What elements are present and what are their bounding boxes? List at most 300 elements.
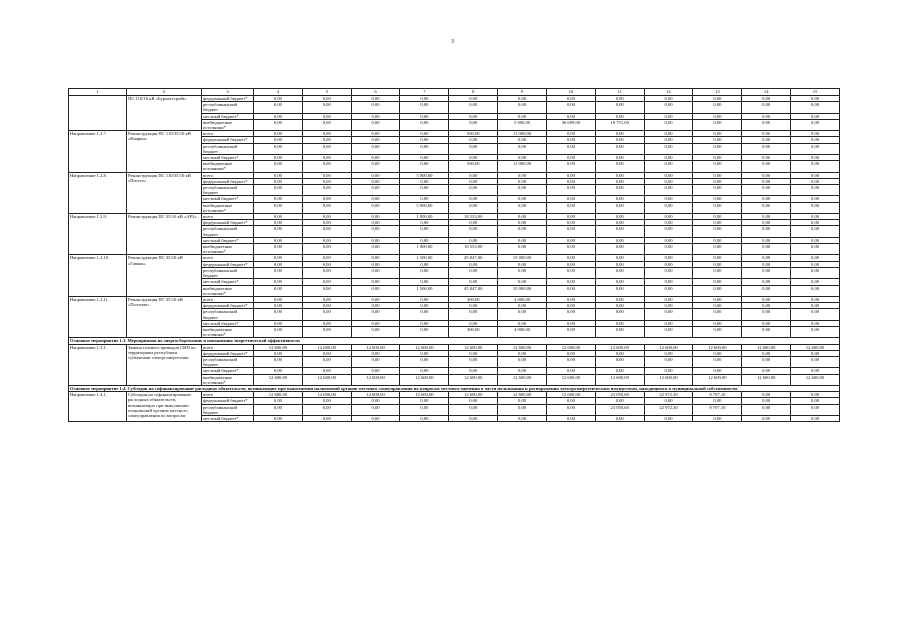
funding-source-cell: внебюджетные источники* — [202, 326, 254, 337]
value-cell: 0,00 — [742, 244, 791, 255]
value-cell: 0,00 — [595, 255, 644, 261]
value-cell: 0,00 — [644, 119, 693, 130]
value-cell: 0,00 — [742, 172, 791, 178]
value-cell: 0,00 — [595, 285, 644, 296]
direction-cell: Направление 1.2.10. — [69, 255, 127, 296]
value-cell: 12 600,00 — [498, 344, 547, 350]
measure-name-cell: ПС 110/10 кВ «Буровестройі» — [127, 96, 202, 131]
value-cell: 0,00 — [595, 368, 644, 374]
value-cell: 0,00 — [644, 131, 693, 137]
value-cell: 0,00 — [693, 415, 742, 421]
value-cell: 0,00 — [351, 185, 400, 196]
value-cell: 0,00 — [595, 261, 644, 267]
value-cell: 0,00 — [351, 296, 400, 302]
header-cell: 11 — [595, 89, 644, 96]
value-cell: 0,00 — [254, 326, 303, 337]
value-cell: 0,00 — [595, 244, 644, 255]
value-cell: 0,00 — [791, 202, 840, 213]
direction-cell: Направление 1.2.8. — [69, 172, 127, 213]
value-cell: 0,00 — [693, 244, 742, 255]
value-cell: 500,00 — [449, 131, 498, 137]
value-cell: 0,00 — [693, 261, 742, 267]
measure-name-cell: Реконструкция ПС 35/10 кВ «АРЗ» — [127, 214, 202, 255]
value-cell: 0,00 — [791, 226, 840, 237]
funding-source-cell: республиканский бюджет — [202, 102, 254, 113]
value-cell: 0,00 — [546, 185, 595, 196]
value-cell: 0,00 — [449, 155, 498, 161]
value-cell: 0,00 — [742, 237, 791, 243]
value-cell: 0,00 — [498, 267, 547, 278]
value-cell: 0,00 — [693, 220, 742, 226]
funding-source-cell: всего — [202, 214, 254, 220]
funding-source-cell: внебюджетные источники* — [202, 244, 254, 255]
value-cell: 0,00 — [595, 226, 644, 237]
value-cell: 12 600,00 — [742, 344, 791, 350]
value-cell: 0,00 — [742, 113, 791, 119]
value-cell: 0,00 — [693, 185, 742, 196]
value-cell: 0,00 — [693, 356, 742, 367]
value-cell: 0,00 — [742, 202, 791, 213]
value-cell: 0,00 — [351, 255, 400, 261]
value-cell: 0,00 — [254, 137, 303, 143]
value-cell: 0,00 — [595, 356, 644, 367]
direction-cell: Направление 1.2.7. — [69, 131, 127, 172]
value-cell: 12 600,00 — [302, 374, 351, 385]
value-cell: 0,00 — [644, 350, 693, 356]
value-cell: 0,00 — [791, 119, 840, 130]
value-cell: 0,00 — [254, 356, 303, 367]
value-cell: 1 000,00 — [400, 214, 449, 220]
value-cell: 0,00 — [400, 178, 449, 184]
value-cell: 0,00 — [254, 296, 303, 302]
value-cell: 0,00 — [449, 202, 498, 213]
funding-source-cell: местный бюджет* — [202, 196, 254, 202]
header-cell: 4 — [254, 89, 303, 96]
value-cell: 0,00 — [693, 255, 742, 261]
value-cell: 0,00 — [595, 237, 644, 243]
value-cell: 0,00 — [546, 172, 595, 178]
measure-name-cell: Субсидии на софинансирование расходных обязательств, возникающих при выполнении полномочий органов местного самоуправления по вопросам — [127, 392, 202, 422]
measure-name-cell: Реконструкция ПС 110/35/10 кВ «Пасега» — [127, 172, 202, 213]
funding-source-cell: федеральный бюджет* — [202, 178, 254, 184]
value-cell: 0,00 — [449, 356, 498, 367]
value-cell: 0,00 — [595, 220, 644, 226]
value-cell: 0,00 — [254, 214, 303, 220]
value-cell: 0,00 — [791, 185, 840, 196]
value-cell: 0,00 — [644, 368, 693, 374]
value-cell: 0,00 — [351, 137, 400, 143]
value-cell: 12 600,00 — [400, 392, 449, 398]
direction-cell: Направление 1.4.1. — [69, 392, 127, 422]
value-cell: 12 600,00 — [791, 344, 840, 350]
header-cell: 12 — [644, 89, 693, 96]
value-cell: 0,00 — [302, 220, 351, 226]
value-cell: 0,00 — [400, 161, 449, 172]
value-cell: 0,00 — [449, 143, 498, 154]
value-cell: 23 050,60 — [595, 392, 644, 398]
value-cell: 0,00 — [742, 226, 791, 237]
value-cell: 0,00 — [254, 119, 303, 130]
value-cell: 0,00 — [791, 267, 840, 278]
value-cell: 0,00 — [644, 255, 693, 261]
value-cell: 0,00 — [498, 303, 547, 309]
value-cell: 0,00 — [449, 237, 498, 243]
value-cell: 0,00 — [351, 220, 400, 226]
value-cell: 0,00 — [693, 172, 742, 178]
value-cell: 12 600,00 — [302, 392, 351, 398]
value-cell: 0,00 — [693, 226, 742, 237]
value-cell: 0,00 — [742, 131, 791, 137]
value-cell: 0,00 — [595, 350, 644, 356]
value-cell: 0,00 — [498, 155, 547, 161]
value-cell: 0,00 — [595, 113, 644, 119]
value-cell: 0,00 — [791, 161, 840, 172]
value-cell: 0,00 — [742, 296, 791, 302]
value-cell: 12 600,00 — [693, 374, 742, 385]
value-cell: 0,00 — [351, 96, 400, 102]
value-cell: 0,00 — [351, 415, 400, 421]
value-cell: 0,00 — [400, 261, 449, 267]
value-cell: 0,00 — [254, 261, 303, 267]
value-cell: 0,00 — [449, 185, 498, 196]
header-cell: 1 — [69, 89, 127, 96]
value-cell: 12 600,00 — [546, 344, 595, 350]
value-cell: 0,00 — [302, 226, 351, 237]
value-cell: 0,00 — [644, 356, 693, 367]
value-cell: 0,00 — [546, 267, 595, 278]
value-cell: 0,00 — [791, 172, 840, 178]
funding-source-cell: федеральный бюджет* — [202, 303, 254, 309]
value-cell: 0,00 — [449, 279, 498, 285]
value-cell: 12 600,00 — [644, 374, 693, 385]
value-cell: 0,00 — [546, 137, 595, 143]
value-cell: 0,00 — [546, 143, 595, 154]
value-cell: 0,00 — [546, 161, 595, 172]
value-cell: 0,00 — [595, 326, 644, 337]
value-cell: 12 600,00 — [546, 374, 595, 385]
value-cell: 0,00 — [254, 113, 303, 119]
value-cell: 0,00 — [498, 96, 547, 102]
value-cell: 0,00 — [693, 113, 742, 119]
value-cell: 0,00 — [498, 102, 547, 113]
value-cell: 0,00 — [644, 96, 693, 102]
value-cell: 0,00 — [400, 350, 449, 356]
value-cell: 0,00 — [302, 303, 351, 309]
value-cell: 0,00 — [449, 172, 498, 178]
value-cell: 0,00 — [302, 279, 351, 285]
value-cell: 0,00 — [498, 261, 547, 267]
value-cell: 0,00 — [400, 102, 449, 113]
value-cell: 0,00 — [254, 143, 303, 154]
value-cell: 12 600,00 — [644, 344, 693, 350]
value-cell: 0,00 — [791, 178, 840, 184]
value-cell: 0,00 — [791, 96, 840, 102]
funding-source-cell: федеральный бюджет* — [202, 398, 254, 404]
value-cell: 0,00 — [791, 320, 840, 326]
value-cell: 0,00 — [546, 368, 595, 374]
value-cell: 0,00 — [351, 244, 400, 255]
value-cell: 0,00 — [791, 350, 840, 356]
value-cell: 0,00 — [351, 261, 400, 267]
value-cell: 0,00 — [400, 309, 449, 320]
value-cell: 18 751,00 — [595, 119, 644, 130]
value-cell: 12 600,00 — [449, 344, 498, 350]
value-cell: 0,00 — [302, 398, 351, 404]
value-cell: 0,00 — [302, 237, 351, 243]
value-cell: 0,00 — [449, 368, 498, 374]
value-cell: 0,00 — [644, 320, 693, 326]
value-cell: 0,00 — [546, 415, 595, 421]
funding-source-cell: всего — [202, 392, 254, 398]
value-cell: 0,00 — [693, 161, 742, 172]
value-cell: 0,00 — [498, 214, 547, 220]
value-cell: 0,00 — [254, 415, 303, 421]
value-cell: 0,00 — [791, 220, 840, 226]
value-cell: 15 000,00 — [498, 285, 547, 296]
value-cell: 0,00 — [351, 161, 400, 172]
value-cell: 0,00 — [254, 172, 303, 178]
header-cell: 6 — [351, 89, 400, 96]
funding-source-cell: республиканский бюджет — [202, 404, 254, 415]
value-cell: 0,00 — [546, 178, 595, 184]
measure-name-cell: Реконструкция ПС 35/10 кВ «Гавань» — [127, 255, 202, 296]
funding-source-cell: местный бюджет* — [202, 113, 254, 119]
value-cell: 0,00 — [693, 279, 742, 285]
value-cell: 0,00 — [546, 255, 595, 261]
value-cell: 0,00 — [742, 350, 791, 356]
value-cell: 0,00 — [644, 143, 693, 154]
value-cell: 0,00 — [742, 309, 791, 320]
value-cell: 0,00 — [302, 326, 351, 337]
value-cell: 0,00 — [644, 220, 693, 226]
value-cell: 0,00 — [498, 113, 547, 119]
value-cell: 0,00 — [400, 368, 449, 374]
value-cell: 0,00 — [449, 96, 498, 102]
funding-source-cell: всего — [202, 344, 254, 350]
funding-source-cell: всего — [202, 131, 254, 137]
value-cell: 23 050,60 — [595, 404, 644, 415]
value-cell: 0,00 — [644, 178, 693, 184]
value-cell: 0,00 — [449, 226, 498, 237]
value-cell: 1 500,00 — [400, 255, 449, 261]
value-cell: 0,00 — [351, 350, 400, 356]
value-cell: 0,00 — [791, 296, 840, 302]
value-cell: 0,00 — [302, 296, 351, 302]
value-cell: 0,00 — [254, 279, 303, 285]
value-cell: 0,00 — [302, 119, 351, 130]
value-cell: 0,00 — [302, 137, 351, 143]
measure-name-cell: Реконструкция ПС 110/35/10 кВ «Кнарки» — [127, 131, 202, 172]
value-cell: 0,00 — [351, 155, 400, 161]
value-cell: 0,00 — [791, 255, 840, 261]
value-cell: 18 553,00 — [449, 244, 498, 255]
value-cell: 0,00 — [644, 415, 693, 421]
value-cell: 0,00 — [449, 267, 498, 278]
value-cell: 0,00 — [644, 102, 693, 113]
value-cell: 0,00 — [400, 398, 449, 404]
value-cell: 22 972,30 — [644, 392, 693, 398]
value-cell: 0,00 — [351, 404, 400, 415]
value-cell: 0,00 — [644, 161, 693, 172]
value-cell: 0,00 — [742, 119, 791, 130]
value-cell: 0,00 — [302, 161, 351, 172]
value-cell: 0,00 — [400, 320, 449, 326]
value-cell: 0,00 — [546, 226, 595, 237]
value-cell: 0,00 — [351, 326, 400, 337]
value-cell: 0,00 — [693, 309, 742, 320]
direction-cell: Направление 1.2.9. — [69, 214, 127, 255]
value-cell: 0,00 — [742, 255, 791, 261]
value-cell: 0,00 — [254, 303, 303, 309]
value-cell: 0,00 — [254, 244, 303, 255]
value-cell: 0,00 — [595, 172, 644, 178]
funding-source-cell: внебюджетные источники* — [202, 374, 254, 385]
value-cell: 0,00 — [351, 196, 400, 202]
value-cell: 0,00 — [449, 113, 498, 119]
value-cell: 0,00 — [693, 137, 742, 143]
value-cell: 4 000,00 — [498, 326, 547, 337]
value-cell: 0,00 — [254, 267, 303, 278]
header-cell: 13 — [693, 89, 742, 96]
value-cell: 0,00 — [254, 350, 303, 356]
value-cell: 0,00 — [693, 296, 742, 302]
value-cell: 0,00 — [400, 415, 449, 421]
value-cell: 0,00 — [546, 113, 595, 119]
value-cell: 45 047,00 — [449, 255, 498, 261]
value-cell: 0,00 — [644, 244, 693, 255]
funding-source-cell: всего — [202, 255, 254, 261]
value-cell: 0,00 — [742, 220, 791, 226]
value-cell: 0,00 — [693, 202, 742, 213]
value-cell: 0,00 — [351, 303, 400, 309]
value-cell: 0,00 — [449, 102, 498, 113]
value-cell: 0,00 — [742, 267, 791, 278]
value-cell: 0,00 — [449, 178, 498, 184]
value-cell: 0,00 — [302, 415, 351, 421]
value-cell: 0,00 — [351, 279, 400, 285]
funding-source-cell: всего — [202, 172, 254, 178]
value-cell: 0,00 — [498, 368, 547, 374]
value-cell: 0,00 — [302, 255, 351, 261]
value-cell: 0,00 — [791, 368, 840, 374]
value-cell: 0,00 — [498, 185, 547, 196]
value-cell: 0,00 — [546, 214, 595, 220]
value-cell: 0,00 — [693, 285, 742, 296]
funding-source-cell: республиканский бюджет — [202, 185, 254, 196]
value-cell: 0,00 — [400, 356, 449, 367]
funding-source-cell: местный бюджет* — [202, 279, 254, 285]
value-cell: 0,00 — [546, 96, 595, 102]
value-cell: 0,00 — [254, 285, 303, 296]
value-cell: 0,00 — [693, 102, 742, 113]
value-cell: 0,00 — [302, 320, 351, 326]
value-cell: 0,00 — [742, 143, 791, 154]
value-cell: 0,00 — [742, 404, 791, 415]
value-cell: 0,00 — [791, 137, 840, 143]
header-cell: 5 — [302, 89, 351, 96]
header-cell: 9 — [498, 89, 547, 96]
value-cell: 12 600,00 — [742, 374, 791, 385]
value-cell: 0,00 — [351, 178, 400, 184]
value-cell: 0,00 — [302, 102, 351, 113]
value-cell: 12 600,00 — [693, 344, 742, 350]
value-cell: 0,00 — [351, 398, 400, 404]
value-cell: 0,00 — [351, 285, 400, 296]
value-cell: 0,00 — [449, 196, 498, 202]
value-cell: 0,00 — [400, 185, 449, 196]
value-cell: 0,00 — [791, 237, 840, 243]
value-cell: 0,00 — [351, 102, 400, 113]
value-cell: 0,00 — [742, 96, 791, 102]
value-cell: 0,00 — [254, 178, 303, 184]
value-cell: 0,00 — [498, 220, 547, 226]
value-cell: 0,00 — [791, 196, 840, 202]
funding-source-cell: местный бюджет* — [202, 155, 254, 161]
value-cell: 0,00 — [302, 214, 351, 220]
value-cell: 0,00 — [791, 155, 840, 161]
value-cell: 36 699,00 — [546, 119, 595, 130]
value-cell: 12 600,00 — [254, 374, 303, 385]
value-cell: 0,00 — [498, 137, 547, 143]
value-cell: 0,00 — [302, 113, 351, 119]
value-cell: 0,00 — [595, 102, 644, 113]
value-cell: 0,00 — [351, 131, 400, 137]
funding-source-cell: федеральный бюджет* — [202, 96, 254, 102]
value-cell: 0,00 — [302, 244, 351, 255]
value-cell: 0,00 — [693, 326, 742, 337]
value-cell: 0,00 — [595, 131, 644, 137]
value-cell: 0,00 — [644, 137, 693, 143]
value-cell: 0,00 — [400, 196, 449, 202]
funding-source-cell: внебюджетные источники* — [202, 285, 254, 296]
value-cell: 0,00 — [693, 398, 742, 404]
value-cell: 45 047,00 — [449, 285, 498, 296]
value-cell: 500,00 — [449, 161, 498, 172]
value-cell: 0,00 — [546, 356, 595, 367]
value-cell: 11 000,00 — [498, 161, 547, 172]
value-cell: 4 000,00 — [498, 296, 547, 302]
value-cell: 0,00 — [546, 398, 595, 404]
value-cell: 0,00 — [742, 185, 791, 196]
value-cell: 0,00 — [302, 178, 351, 184]
value-cell: 0,00 — [693, 131, 742, 137]
value-cell: 22 972,30 — [644, 404, 693, 415]
value-cell: 0,00 — [595, 196, 644, 202]
value-cell: 0,00 — [644, 261, 693, 267]
value-cell: 0,00 — [254, 309, 303, 320]
value-cell: 0,00 — [693, 96, 742, 102]
funding-source-cell: федеральный бюджет* — [202, 220, 254, 226]
value-cell: 0,00 — [498, 356, 547, 367]
value-cell: 0,00 — [595, 155, 644, 161]
value-cell: 0,00 — [693, 267, 742, 278]
value-cell: 0,00 — [791, 131, 840, 137]
value-cell: 0,00 — [400, 296, 449, 302]
value-cell: 0,00 — [546, 131, 595, 137]
value-cell: 0,00 — [742, 392, 791, 398]
value-cell: 0,00 — [693, 119, 742, 130]
value-cell: 0,00 — [791, 356, 840, 367]
value-cell: 0,00 — [498, 404, 547, 415]
value-cell: 0,00 — [498, 202, 547, 213]
value-cell: 0,00 — [693, 350, 742, 356]
value-cell: 300,00 — [449, 326, 498, 337]
value-cell: 0,00 — [546, 404, 595, 415]
value-cell: 0,00 — [742, 178, 791, 184]
value-cell: 0,00 — [449, 220, 498, 226]
value-cell: 300,00 — [449, 296, 498, 302]
value-cell: 0,00 — [546, 196, 595, 202]
